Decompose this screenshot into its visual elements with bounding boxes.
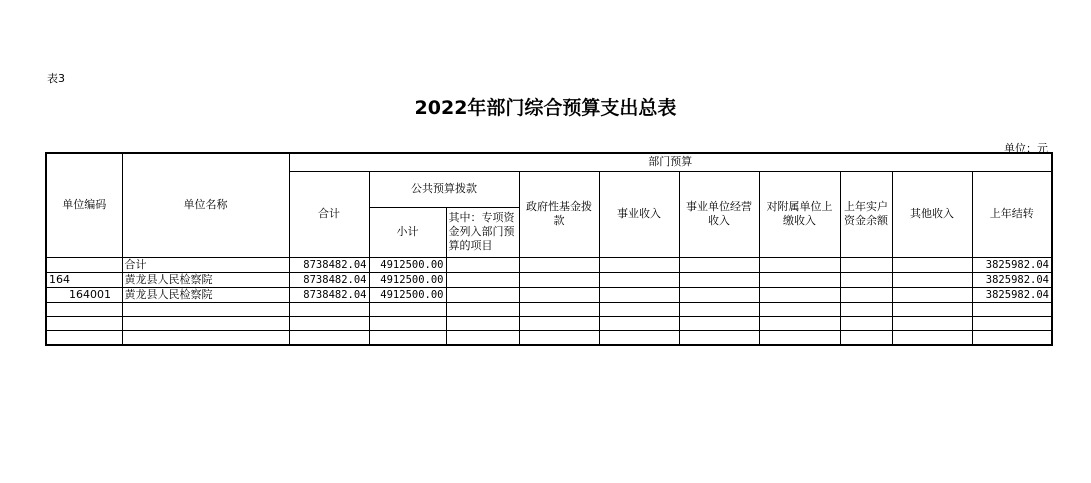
header-public-budget: 公共预算拨款: [369, 171, 519, 207]
header-business-income: 事业收入: [599, 171, 679, 257]
unit-label: 单位：元: [1004, 142, 1048, 155]
header-prev-year-carryover: 上年结转: [972, 171, 1052, 257]
row-subtotal: 4912500.00: [369, 272, 446, 287]
row-unit-name: 黄龙县人民检察院: [122, 272, 289, 287]
row-unit-code: [46, 257, 122, 272]
row-total: 8738482.04: [289, 287, 369, 302]
budget-table: [45, 152, 1053, 346]
row-subtotal: 4912500.00: [369, 287, 446, 302]
row-unit-code: 164001: [46, 287, 122, 302]
row-subtotal: 4912500.00: [369, 257, 446, 272]
row-carryover: 3825982.04: [972, 287, 1052, 302]
row-unit-code: 164: [46, 272, 122, 287]
header-prev-year-balance: 上年实户资金余额: [840, 171, 892, 257]
header-total: 合计: [289, 171, 369, 257]
table-row-empty: [46, 316, 1052, 330]
header-other-income: 其他收入: [892, 171, 972, 257]
page-title: 2022年部门综合预算支出总表: [414, 97, 677, 119]
header-unit-name: 单位名称: [122, 153, 289, 257]
header-subsidiary-income: 对附属单位上缴收入: [759, 171, 840, 257]
row-unit-name: 黄龙县人民检察院: [122, 287, 289, 302]
header-business-unit-income: 事业单位经营收入: [679, 171, 759, 257]
header-special-funds: 其中：专项资金列入部门预算的项目: [446, 207, 519, 257]
row-total: 8738482.04: [289, 272, 369, 287]
row-carryover: 3825982.04: [972, 257, 1052, 272]
table-row: [46, 257, 1052, 272]
table-row-empty: [46, 330, 1052, 345]
row-unit-name: 合计: [122, 257, 289, 272]
table-row: [46, 272, 1052, 287]
table-row: [46, 287, 1052, 302]
row-carryover: 3825982.04: [972, 272, 1052, 287]
row-total: 8738482.04: [289, 257, 369, 272]
table-number-label: 表3: [47, 72, 65, 85]
header-gov-fund: 政府性基金拨款: [519, 171, 599, 257]
header-dept-budget: 部门预算: [289, 153, 1052, 171]
header-unit-code: 单位编码: [46, 153, 122, 257]
table-row-empty: [46, 302, 1052, 316]
header-subtotal: 小计: [369, 207, 446, 257]
